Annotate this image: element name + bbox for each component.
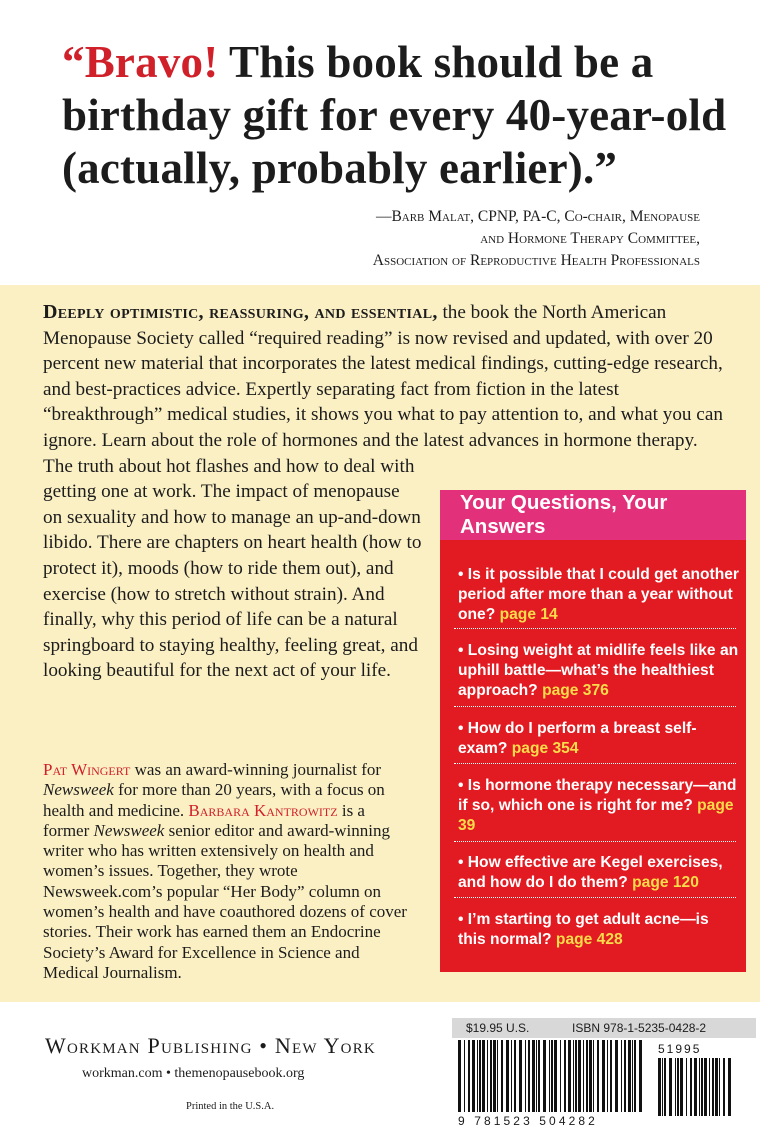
barcode-bar: [615, 1040, 618, 1112]
barcode-bar: [479, 1040, 481, 1112]
question-text: • How do I perform a breast self-exam?: [458, 720, 697, 757]
question-item: [458, 776, 740, 836]
question-divider: [454, 897, 736, 898]
barcode-bar: [723, 1058, 725, 1116]
barcode-bar: [639, 1040, 642, 1112]
barcode-bar: [694, 1058, 697, 1116]
barcode-bar: [602, 1040, 605, 1112]
author-bio-text-1: was an award-winning journalist for: [130, 760, 382, 779]
description-wide-text: the book the North American Menopause Society called “required reading” is now revised and updated, with over 20 percent new material that incorporates the latest medical findings, cutting-edge research, and best-practices advice. Expertly separating fact from fiction in the latest “breakthrough” medical studies, it shows you what to pay attention to, and what you can ignore. Learn about the role of hormones and the latest advances in hormone therapy.: [43, 302, 723, 451]
barcode-bar: [525, 1040, 526, 1112]
quote-bravo: “Bravo!: [62, 37, 219, 87]
barcode-bar: [560, 1040, 561, 1112]
quote-text: This book should be a birthday gift for every 40-year-old (actually, probably earlier).”: [62, 37, 727, 193]
question-text: • Is it possible that I could get another period after more than a year without one?: [458, 566, 739, 623]
barcode-bar: [458, 1040, 461, 1112]
top-quote-panel: [0, 0, 760, 285]
barcode-bar: [532, 1040, 535, 1112]
attribution-line-3: Association of Reproductive Health Professionals: [372, 252, 700, 269]
question-divider: [454, 841, 736, 842]
barcode-bar: [664, 1058, 666, 1116]
barcode-bar: [669, 1058, 672, 1116]
author-bio-text-3: is a former: [43, 800, 365, 840]
question-page: page 14: [499, 606, 558, 623]
barcode-bar: [538, 1040, 540, 1112]
price-code-barcode: [656, 1058, 734, 1118]
question-divider: [454, 706, 736, 707]
question-item: [458, 853, 740, 893]
barcode-bar: [464, 1040, 465, 1112]
question-page: page 354: [511, 740, 579, 757]
barcode-bar: [528, 1040, 530, 1112]
barcode-bar: [621, 1040, 622, 1112]
price-isbn-bar: [452, 1018, 756, 1038]
barcode-bar: [482, 1040, 485, 1112]
barcode-bar: [536, 1040, 537, 1112]
barcode-bar: [493, 1040, 496, 1112]
author-bio-text-4: senior editor and award-winning writer who has written extensively on health and women’s issues. Together, they wrote Newsweek.com’s popular “Her Body” column on women’s health and have coauthored dozens of cover stories. Their work has earned them an Endocrine Society’s Award for Excellence in Science and Medical Journalism.: [43, 820, 407, 982]
price-code-text: 51995: [658, 1042, 702, 1056]
barcode-bar: [709, 1058, 710, 1116]
attribution-line-1: —Barb Malat, CPNP, PA-C, Co-chair, Menopause: [375, 208, 700, 225]
quote-attribution: [140, 206, 700, 272]
isbn-label: ISBN 978-1-5235-0428-2: [572, 1021, 707, 1035]
price-label: $19.95 U.S.: [466, 1021, 530, 1035]
barcode-bar: [712, 1058, 714, 1116]
barcode-bar: [490, 1040, 492, 1112]
question-page: page 120: [632, 874, 699, 891]
barcode-bar: [728, 1058, 731, 1116]
barcode-bar: [677, 1058, 679, 1116]
barcode-bar: [658, 1058, 661, 1116]
barcode-bar: [675, 1058, 676, 1116]
barcode-bar: [543, 1040, 546, 1112]
question-page: page 428: [555, 931, 623, 948]
isbn-barcode: [456, 1040, 646, 1114]
barcode-block: [452, 1018, 756, 1128]
barcode-bar: [715, 1058, 718, 1116]
barcode-bar: [468, 1040, 470, 1112]
barcode-bar: [477, 1040, 478, 1112]
question-divider: [454, 763, 736, 764]
barcode-bar: [568, 1040, 571, 1112]
question-item: [458, 719, 740, 759]
barcode-bar: [551, 1040, 553, 1112]
author-bio-text-2: for more than 20 years, with a focus on health and medicine.: [43, 780, 385, 820]
barcode-bar: [472, 1040, 475, 1112]
questions-box: [440, 490, 746, 972]
barcode-bar: [607, 1040, 608, 1112]
barcode-bar: [575, 1040, 577, 1112]
description-lead: Deeply optimistic, reassuring, and essential,: [43, 301, 438, 323]
endorsement-quote: [62, 36, 742, 195]
question-item: [458, 641, 740, 701]
question-text: • How effective are Kegel exercises, and how do I do them?: [458, 854, 723, 891]
barcode-bar: [586, 1040, 588, 1112]
barcode-bar: [610, 1040, 612, 1112]
question-page: page 376: [542, 682, 609, 699]
barcode-bar: [597, 1040, 599, 1112]
publication-name-2: Newsweek: [93, 820, 165, 840]
author-bio: [43, 760, 408, 983]
barcode-bar: [583, 1040, 584, 1112]
barcode-bar: [701, 1058, 703, 1116]
barcode-bar: [497, 1040, 498, 1112]
question-text: • Is hormone therapy necessary—and if so, which one is right for me?: [458, 777, 737, 814]
isbn-number-text: 9 781523 504282: [458, 1114, 598, 1128]
barcode-bar: [589, 1040, 592, 1112]
barcode-bar: [624, 1040, 626, 1112]
description-narrow-text: The truth about hot flashes and how to deal with getting one at work. The impact of menopause on sexuality and how to manage an up-and-down libido. There are chapters on heart health (how to protect it), moods (how to ride them out), and exercise (how to stretch without strain). And finally, why this period of life can be a natural springboard to staying healthy, feeling great, and looking beautiful for the next act of your life.: [43, 455, 422, 682]
barcode-bar: [578, 1040, 581, 1112]
barcode-bar: [719, 1058, 720, 1116]
question-text: • Losing weight at midlife feels like an uphill battle—what’s the healthiest approach?: [458, 642, 739, 699]
author-name-1: Pat Wingert: [43, 760, 131, 779]
barcode-bar: [628, 1040, 631, 1112]
barcode-bar: [632, 1040, 633, 1112]
barcode-bar: [487, 1040, 488, 1112]
attribution-line-2: and Hormone Therapy Committee,: [480, 230, 700, 247]
author-name-2: Barbara Kantrowitz: [188, 800, 338, 820]
barcode-bar: [593, 1040, 594, 1112]
barcode-bar: [686, 1058, 687, 1116]
barcode-bar: [554, 1040, 557, 1112]
printed-in: Printed in the U.S.A.: [186, 1101, 275, 1112]
barcode-bar: [549, 1040, 550, 1112]
barcode-bar: [704, 1058, 707, 1116]
question-item: [458, 910, 740, 950]
barcode-bar: [573, 1040, 574, 1112]
question-divider: [454, 628, 736, 629]
barcode-bar: [519, 1040, 522, 1112]
barcode-bar: [564, 1040, 566, 1112]
questions-box-title: Your Questions, Your Answers: [440, 490, 746, 540]
barcode-bar: [514, 1040, 516, 1112]
barcode-bar: [506, 1040, 509, 1112]
barcode-bar: [511, 1040, 512, 1112]
question-page: page 39: [458, 797, 734, 834]
barcode-bar: [680, 1058, 683, 1116]
publication-name-1: Newsweek: [43, 780, 114, 800]
question-item: [458, 565, 740, 625]
barcode-bar: [634, 1040, 636, 1112]
barcode-bar: [662, 1058, 663, 1116]
barcode-bar: [501, 1040, 503, 1112]
question-text: • I’m starting to get adult acne—is this normal?: [458, 911, 709, 948]
barcode-bar: [699, 1058, 700, 1116]
publisher-name: Workman Publishing • New York: [45, 1033, 376, 1058]
barcode-bar: [690, 1058, 692, 1116]
publisher-websites: workman.com • themenopausebook.org: [82, 1066, 305, 1081]
